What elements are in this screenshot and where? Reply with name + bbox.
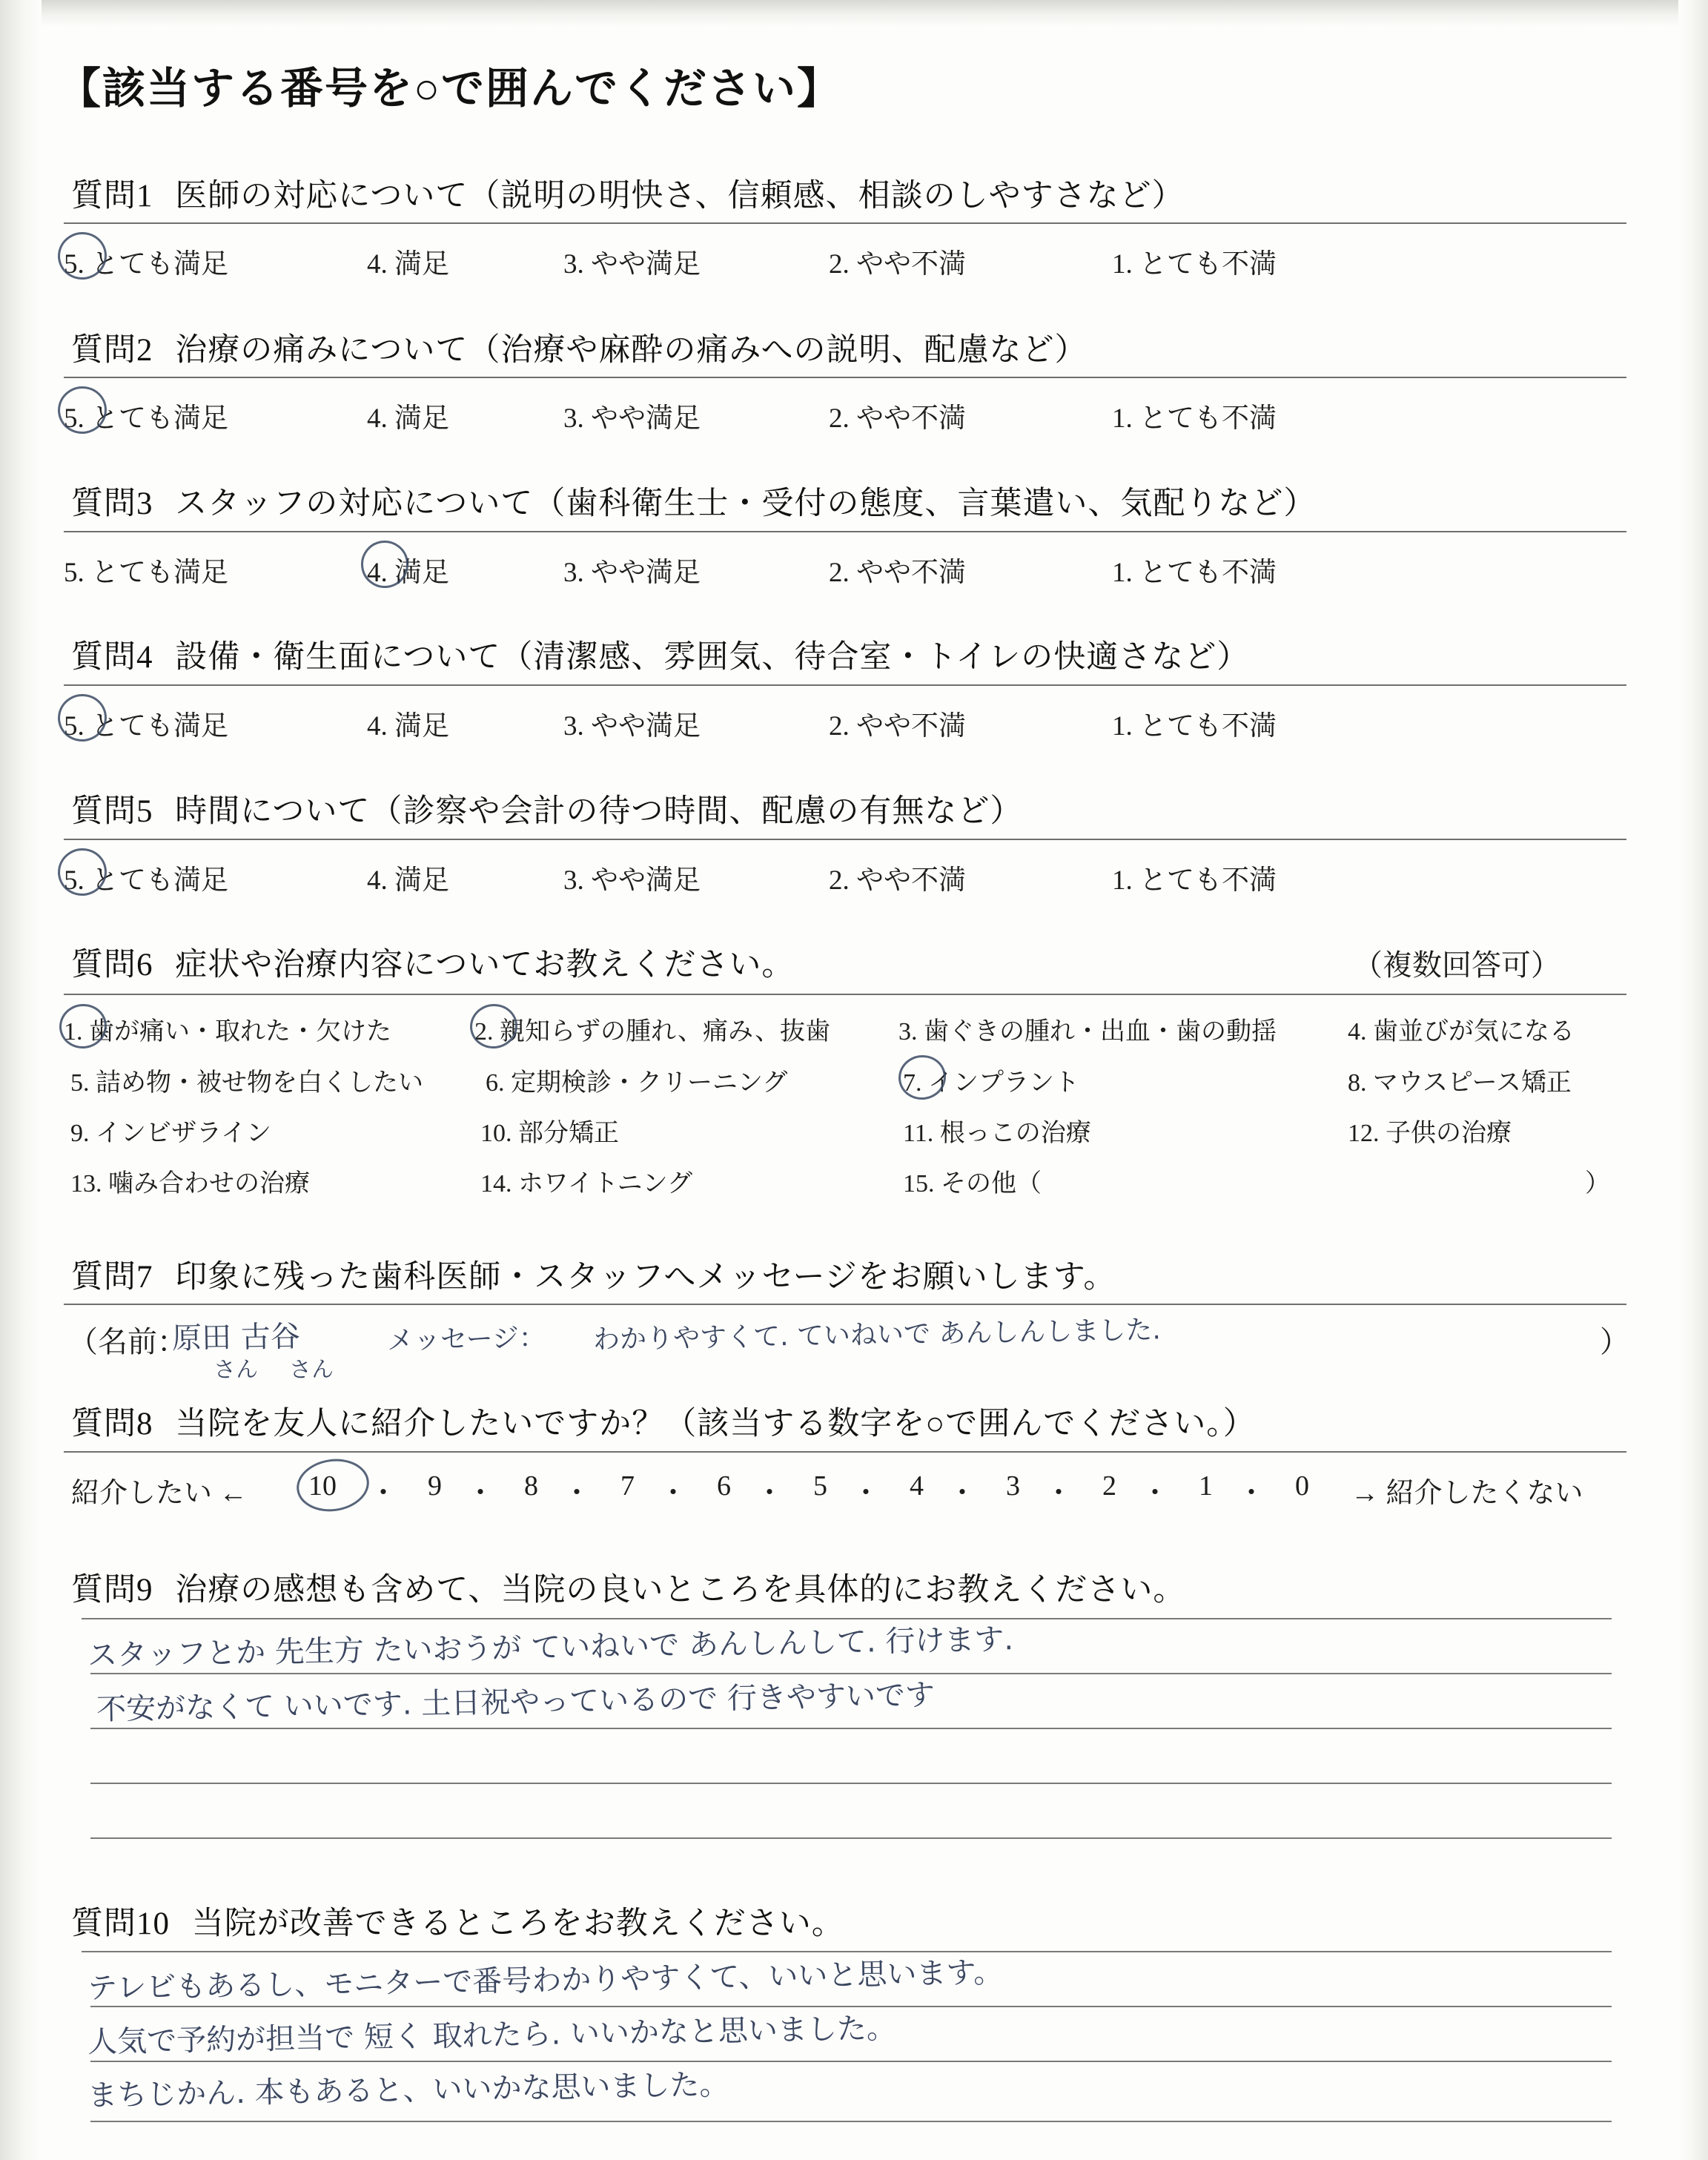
question-3-rule: [64, 531, 1626, 532]
q5-option-5[interactable]: 5. とても満足: [64, 865, 228, 896]
q8-sep-6: ・: [852, 1478, 881, 1509]
question-5-text: 時間について（診察や会計の待つ時間、配慮の有無など）: [175, 794, 1023, 829]
question-2-rule: [64, 377, 1626, 378]
q2-option-4[interactable]: 4. 満足: [367, 403, 449, 434]
question-6-rule: [64, 994, 1626, 995]
question-5-rule: [64, 839, 1626, 840]
q8-right-label: → 紹介したくない: [1351, 1478, 1583, 1509]
q6-option-13[interactable]: 13. 噛み合わせの治療: [70, 1170, 310, 1198]
q8-answer-circle: [294, 1455, 373, 1516]
question-7-rule: [64, 1304, 1626, 1305]
q9-line-rule-5: [90, 1837, 1612, 1839]
question-8-rule: [64, 1451, 1626, 1453]
question-1-label: 質問1: [71, 179, 153, 214]
question-10-text: 当院が改善できるところをお教えください。: [191, 1906, 844, 1941]
q8-value-5[interactable]: 5: [813, 1470, 827, 1502]
q8-sep-10: ・: [1237, 1478, 1266, 1509]
question-6-note: （複数回答可）: [1353, 948, 1560, 982]
question-3-text: スタッフの対応について（歯科衛生士・受付の態度、言葉遣い、気配りなど）: [175, 486, 1317, 521]
q7-name-value[interactable]: 原田 古谷: [171, 1319, 301, 1356]
q8-value-3[interactable]: 3: [1006, 1470, 1020, 1502]
q8-sep-1: ・: [369, 1478, 398, 1509]
q1-option-5[interactable]: 5. とても満足: [64, 249, 228, 280]
q8-sep-9: ・: [1141, 1478, 1170, 1509]
q6-option-14[interactable]: 14. ホワイトニング: [480, 1170, 692, 1198]
question-7-label: 質問7: [71, 1260, 153, 1295]
q8-sep-7: ・: [948, 1478, 977, 1509]
question-8-heading: [71, 1398, 1256, 1444]
q9-line-rule-3: [90, 1728, 1612, 1729]
q9-answer-line-1[interactable]: スタッフとか 先生方 たいおうが ていねいで あんしんして. 行けます.: [87, 1622, 1014, 1673]
q4-option-5[interactable]: 5. とても満足: [64, 711, 228, 742]
q6-option-12[interactable]: 12. 子供の治療: [1348, 1120, 1512, 1147]
q1-option-2[interactable]: 2. やや不満: [829, 249, 966, 280]
q8-sep-4: ・: [659, 1478, 688, 1509]
q10-line-rule-4: [90, 2121, 1612, 2122]
question-7-heading: [71, 1252, 1116, 1297]
question-10-heading: [71, 1898, 844, 1943]
q3-option-2[interactable]: 2. やや不満: [829, 558, 966, 588]
scan-shadow-top: [0, 0, 1708, 27]
question-1-rule: [64, 222, 1626, 224]
q8-sep-5: ・: [755, 1478, 784, 1509]
q4-option-2[interactable]: 2. やや不満: [829, 711, 966, 742]
q6-option-3[interactable]: 3. 歯ぐきの腫れ・出血・歯の動揺: [898, 1018, 1277, 1046]
question-3-label: 質問3: [71, 486, 153, 521]
question-9-text: 治療の感想も含めて、当院の良いところを具体的にお教えください。: [175, 1573, 1186, 1608]
question-4-text: 設備・衛生面について（清潔感、雰囲気、待合室・トイレの快適さなど）: [175, 640, 1250, 675]
question-6-text: 症状や治療内容についてお教えください。: [175, 948, 795, 982]
q8-value-2[interactable]: 2: [1102, 1470, 1116, 1502]
q6-option-4[interactable]: 4. 歯並びが気になる: [1348, 1018, 1575, 1046]
q6-option-10[interactable]: 10. 部分矯正: [480, 1120, 619, 1147]
q6-option-15[interactable]: 15. その他（: [903, 1170, 1042, 1198]
q6-option-6[interactable]: 6. 定期検診・クリーニング: [486, 1069, 788, 1097]
q10-answer-line-3[interactable]: まちじかん. 本もあると、いいかな思いました。: [87, 2067, 729, 2113]
question-4-heading: [71, 632, 1249, 677]
q10-answer-line-2[interactable]: 人気で予約が担当で 短く 取れたら. いいかなと思いました。: [87, 2011, 897, 2060]
scan-shadow-left: [0, 0, 42, 2160]
q7-name-suffix-2: さん: [288, 1356, 334, 1384]
q8-value-0[interactable]: 0: [1295, 1470, 1309, 1502]
q3-option-5[interactable]: 5. とても満足: [64, 558, 228, 588]
q8-sep-2: ・: [466, 1478, 495, 1509]
q8-value-1[interactable]: 1: [1199, 1470, 1213, 1502]
q4-option-3[interactable]: 3. やや満足: [563, 711, 701, 742]
q2-option-2[interactable]: 2. やや不満: [829, 403, 966, 434]
q8-left-label: 紹介したい ←: [71, 1478, 248, 1509]
q8-value-6[interactable]: 6: [717, 1470, 731, 1502]
question-2-label: 質問2: [71, 333, 153, 368]
question-3-heading: [71, 478, 1316, 524]
question-8-label: 質問8: [71, 1407, 153, 1441]
q10-line-rule-3: [90, 2061, 1612, 2062]
q7-name-prefix: （名前：: [68, 1325, 187, 1358]
page-title: 【該当する番号を○で囲んでください】: [58, 65, 842, 113]
question-1-text: 医師の対応について（説明の明快さ、信頼感、相談のしやすさなど）: [175, 179, 1185, 214]
q6-option-7[interactable]: 7. インプラント: [903, 1069, 1079, 1097]
question-2-text: 治療の痛みについて（治療や麻酔の痛みへの説明、配慮など）: [175, 333, 1088, 368]
q6-option-1[interactable]: 1. 歯が痛い・取れた・欠けた: [64, 1018, 391, 1046]
question-10-label: 質問10: [71, 1906, 170, 1941]
q6-option-15-close: ）: [1585, 1170, 1610, 1198]
question-4-rule: [64, 684, 1626, 686]
q5-option-2[interactable]: 2. やや不満: [829, 865, 966, 896]
q5-option-3[interactable]: 3. やや満足: [563, 865, 701, 896]
q1-option-3[interactable]: 3. やや満足: [563, 249, 701, 280]
q9-answer-line-2[interactable]: 不安がなくて いいです. 土日祝やっているので 行きやすいです: [96, 1678, 936, 1727]
q4-option-4[interactable]: 4. 満足: [367, 711, 449, 742]
q8-value-10[interactable]: 10: [308, 1470, 337, 1502]
question-5-heading: [71, 786, 1022, 831]
q9-line-rule-4: [90, 1783, 1612, 1784]
q6-option-11[interactable]: 11. 根っこの治療: [903, 1120, 1091, 1147]
q3-option-3[interactable]: 3. やや満足: [563, 558, 701, 588]
q8-sep-3: ・: [563, 1478, 592, 1509]
q6-option-8[interactable]: 8. マウスピース矯正: [1348, 1069, 1572, 1097]
question-9-label: 質問9: [71, 1573, 153, 1608]
question-6-label: 質問6: [71, 948, 153, 982]
q8-value-9[interactable]: 9: [428, 1470, 442, 1502]
q8-value-7[interactable]: 7: [620, 1470, 635, 1502]
question-1-heading: [71, 171, 1185, 216]
q1-option-4[interactable]: 4. 満足: [367, 249, 449, 280]
q8-value-4[interactable]: 4: [910, 1470, 924, 1502]
question-6-heading: [71, 939, 794, 985]
scan-shadow-right: [1678, 0, 1708, 2160]
question-2-heading: [71, 325, 1088, 370]
q4-option-1[interactable]: 1. とても不満: [1112, 711, 1277, 742]
question-5-label: 質問5: [71, 794, 153, 829]
q5-option-4[interactable]: 4. 満足: [367, 865, 449, 896]
question-9-heading: [71, 1565, 1185, 1610]
q5-option-1[interactable]: 1. とても不満: [1112, 865, 1277, 896]
q7-message-value[interactable]: わかりやすくて. ていねいで あんしんしました.: [592, 1315, 1162, 1355]
q1-option-1[interactable]: 1. とても不満: [1112, 249, 1277, 280]
q7-message-prefix: メッセージ：: [386, 1323, 546, 1356]
q8-sep-8: ・: [1045, 1478, 1073, 1509]
q2-option-1[interactable]: 1. とても不満: [1112, 403, 1277, 434]
q3-option-4[interactable]: 4. 満足: [367, 558, 449, 588]
q6-option-5[interactable]: 5. 詰め物・被せ物を白くしたい: [70, 1069, 423, 1097]
q2-option-3[interactable]: 3. やや満足: [563, 403, 701, 434]
q8-value-8[interactable]: 8: [524, 1470, 538, 1502]
q6-option-2[interactable]: 2. 親知らずの腫れ、痛み、抜歯: [474, 1018, 831, 1046]
q2-option-5[interactable]: 5. とても満足: [64, 403, 228, 434]
q7-name-suffix-1: さん: [213, 1356, 259, 1384]
question-7-text: 印象に残った歯科医師・スタッフへメッセージをお願いします。: [175, 1260, 1116, 1295]
question-4-label: 質問4: [71, 640, 153, 675]
q3-option-1[interactable]: 1. とても不満: [1112, 558, 1277, 588]
q10-answer-line-1[interactable]: テレビもあるし、モニターで番号わかりやすくて、いいと思います。: [87, 1955, 1004, 2006]
q7-close-paren: ）: [1600, 1325, 1629, 1358]
question-8-text: 当院を友人に紹介したいですか？（該当する数字を○で囲んでください。）: [175, 1407, 1256, 1441]
q6-option-9[interactable]: 9. インビザライン: [70, 1120, 271, 1147]
